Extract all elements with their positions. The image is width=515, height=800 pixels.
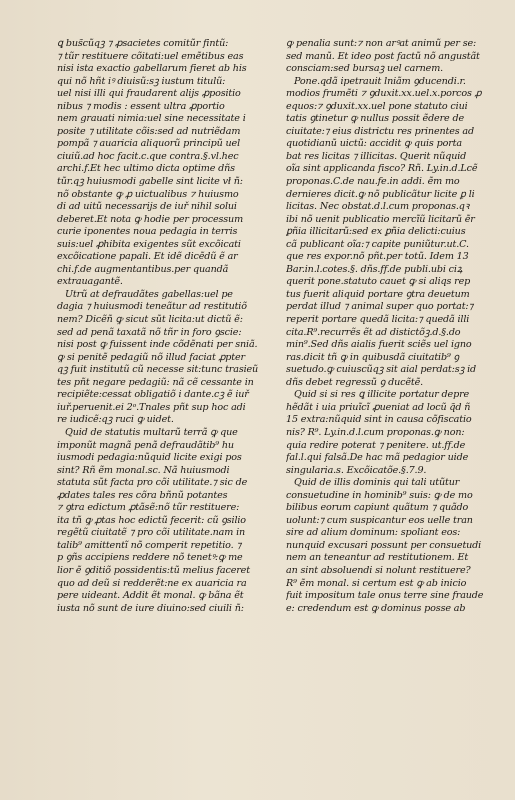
text-line: pompã ⁊ auaricia aliquorũ principũ uel <box>57 138 241 150</box>
text-line: quia redire poterat ⁊ penitere. ut.ff.de <box>286 439 466 451</box>
text-line: e: credendum est ꝙ dominus posse ab <box>286 602 466 614</box>
text-line: archi.f.Et hec ultimo dicta optime dñs <box>57 163 235 175</box>
text-line: nem an teneantur ad restitutionem. Et <box>286 552 469 564</box>
text-line: nunquid excusari possunt per consuetudi <box>286 539 482 551</box>
text-line: consciam:sed bursaꝫ uel carnem. <box>286 63 444 75</box>
text-line: di ad uitũ necessarijs de iuř nihil solui <box>57 201 237 213</box>
right-text-column <box>286 38 501 615</box>
text-line: quotidianũ uictũ: accidit ꝙ quis porta <box>286 138 462 150</box>
text-line: licitas. Nec obstat.d.l.cum proponas.qꝛ <box>286 201 470 213</box>
text-line: ꝙ penalia sunt:⁊ non arꝰat animũ per se: <box>286 38 477 49</box>
text-line: tus fuerit aliquid portare ꝯtra deuetum <box>286 288 470 300</box>
text-line: ꝓdates tales res cõra bñnũ potantes <box>57 489 228 501</box>
text-line: regẽtũ ciuitatẽ ⁊ pro cõi utilitate.nam in <box>57 527 246 539</box>
text-line: pere uideant. Addit ẽt monal. ꝙ bãna ẽt <box>57 590 244 602</box>
text-line: suetudo.ꝙ cuiuscũqꝫ sit aial perdat:sꝫ id <box>286 364 477 376</box>
text-line: lior ẽ ꝯditiõ possidentis:tũ melius faceret <box>57 564 250 576</box>
text-line: nem grauati nimia:uel sine necessitate i <box>57 113 246 125</box>
text-line: equos:⁊ ꝯduxit.xx.uel pone statuto ciui <box>286 100 468 112</box>
text-line: ciuitate:⁊ eius districtu res prinentes ad <box>286 125 474 137</box>
text-line: uel nisi illi qui fraudarent alijs ꝓpositio <box>57 88 241 100</box>
text-line: consuetudine in hominib⁹ suis: ꝙ de mo <box>286 489 473 501</box>
text-line: fal.l.qui falsã.De hac mã pedagior uide <box>286 452 469 464</box>
text-line: Pone.qdã ipetrauit lniãm ꝯducendi.r. <box>294 75 466 87</box>
text-line: chi.f.de augmentantibus.per quandã <box>57 263 229 275</box>
text-line: bilibus eorum capiunt quãtum ⁊ quãdo <box>286 502 469 514</box>
text-line: singularia.s. Excõicatõe.§.7.9. <box>286 464 427 476</box>
text-line: suis:uel ꝓhibita exigentes sũt excõicati <box>57 238 241 250</box>
text-line: R⁹ ẽm monal. si certum est ꝙ ab inicio <box>286 577 467 589</box>
text-line: ita tñ ꝙ ꝓtas hoc edictũ fecerit: cũ ꝯsilio <box>57 514 246 526</box>
text-line: hẽdãt i uia priuĩcĩ ꝓueniat ad locũ q̃d ñ <box>286 401 471 413</box>
text-line: an sint absoluendi si nolunt restituere? <box>286 564 471 576</box>
text-line: iusmodi pedagia:nũquid licite exigi pos <box>57 452 242 464</box>
text-line: sire ad alium dominum: spoliant eos: <box>286 527 461 539</box>
text-line: nibus ⁊ modis : essent ultra ꝓportio <box>57 100 225 112</box>
text-line: que res expor.nõ pñt.per totũ. Idem 13 <box>286 251 469 263</box>
text-line: Quid de statutis multarũ terrã ꝙ que <box>65 426 238 438</box>
text-line: oĩa sint applicanda fisco? Rñ. Ly.in.d.Lcẽ <box>286 163 478 175</box>
text-line: re iudicẽ:qꝫ ruci ꝙ uidet. <box>57 414 174 426</box>
text-line: nisi ista exactio gabellarum fieret ab his <box>57 63 247 75</box>
text-line: p ꝯñs accipiens reddere nõ tenetꝰ:ꝙ me <box>57 552 243 564</box>
text-line: dagia ⁊ huiusmodi teneãtur ad restitutiõ <box>57 301 247 313</box>
text-line: ciuiũ.ad hoc facit.c.que contra.§.vl.hec <box>57 150 239 162</box>
text-line: proponas.C.de nau.fe.in addi. ẽm mo <box>286 176 460 188</box>
text-line: min⁹.Sed dñs aialis fuerit sciẽs uel igno <box>286 339 472 351</box>
text-line: Quid si si res ꝗ illicite portatur depre <box>294 389 470 401</box>
text-line: 15 extra:nũquid sint in causa cõfiscatio <box>286 414 472 426</box>
text-line: nisi post ꝙ fuissent inde cõdẽnati per sniã. <box>57 339 258 351</box>
text-line: ꝙ si penitẽ pedagiũ nõ illud faciat ꝓpter <box>57 351 245 363</box>
text-line: Quid de illis dominis qui tali utũtur <box>294 477 460 489</box>
text-line: cita.R⁹.recurrẽs ẽt ad distictõꝫ.d.§.do <box>286 326 461 338</box>
text-line: dernieres dicit.ꝙ nõ publicãtur licite ꝑ li <box>286 188 475 200</box>
text-line: statuta sũt facta pro cõi utilitate.⁊ sic de <box>57 477 248 489</box>
text-line: nis? R⁹. Ly.in.d.l.cum proponas.ꝙ non: <box>286 426 465 438</box>
text-line: qꝫ fuit institutũ cũ necesse sit:tunc trasieũ <box>57 364 259 376</box>
text-line: reperit portare quedã licita:⁊ quedã illi <box>286 314 470 326</box>
text-line: sed manũ. Et ideo post factũ nõ angustãt <box>286 50 480 62</box>
text-line: Utrũ at defraudãtes gabellas:uel pe <box>65 288 233 300</box>
text-line: imponũt magnã penã defraudãtib⁹ hu <box>57 439 234 451</box>
text-line: ⁊ tũr restituere cõitati:uel emẽtibus eas <box>57 50 244 62</box>
text-line: curie iponentes noua pedagia in terris <box>57 226 238 238</box>
text-line: ⁊ ꝯtra edictum ꝓtãsẽ:nõ tũr restituere: <box>57 502 240 514</box>
text-line: sint? Rñ ẽm monal.sc. Nã huiusmodi <box>57 464 230 476</box>
text-line: cã publicant oĩa:⁊ capite puniũtur.ut.C. <box>286 238 469 250</box>
text-line: iusta nõ sunt de iure diuino:sed ciuili ñ: <box>57 602 244 614</box>
text-line: excõicatione papali. Et idẽ dicẽdũ ẽ ar <box>57 251 238 263</box>
text-line: posite ⁊ utilitate cõis:sed ad nutriẽdam <box>57 125 241 137</box>
left-text-column <box>57 38 272 615</box>
text-line: Bar.in.l.cotes.§. dñs.ff.de publi.ubi ciꝝ <box>286 263 463 275</box>
text-line: bat res licitas ⁊ illicitas. Querit nũquid <box>286 150 467 162</box>
text-line: sed ad penã taxatã nõ tñr in foro ꝯscie: <box>57 326 242 338</box>
text-line: querit pone.statuto cauet ꝙ si aliqs rep <box>286 276 471 288</box>
text-line: uolunt:⁊ cum suspicantur eos uelle tran <box>286 514 473 526</box>
text-line: perdat illud ⁊ animal super quo portat:⁊ <box>286 301 474 313</box>
text-line: talib⁹ amittentĩ nõ comperit repetitio. ⁊ <box>57 539 242 551</box>
text-line: ibi nõ uenit publicatio mercĩũ licitarũ ẽr <box>286 213 475 225</box>
text-line: qui nõ hñt iꝰ diuisũ:sꝫ iustum titulũ: <box>57 75 226 87</box>
text-line: fuit impositum tale onus terre sine fraude <box>286 590 484 602</box>
text-line: modios frumẽti ⁊ ꝯduxit.xx.uel.x.porcos ꝓ <box>286 88 482 100</box>
text-line: nõ obstante ꝙ ꝓ uictualibus ⁊ huiusmo <box>57 188 239 200</box>
text-line: ꝑñia illicitarũ:sed ex ꝑñia delicti:cuius <box>286 226 466 238</box>
text-line: deberet.Et nota ꝙ hodie per processum <box>57 213 244 225</box>
text-line: ras.dicit tñ ꝙ in quibusdã ciuitatib⁹ ꝯ <box>286 351 460 363</box>
text-line: tũr.qꝫ huiusmodi gabelle sint licite vł ñ: <box>57 176 243 188</box>
text-line: quo ad deũ si redderẽt:ne ex auaricia ra <box>57 577 247 589</box>
text-line: iuř.peruenit.ei 2ᵒ.Tnales pñt sup hoc adi <box>57 401 246 413</box>
text-line: nem? Dicẽñ ꝙ sicut sũt licita:ut dictũ ẽ: <box>57 314 243 326</box>
text-line: recipiẽte:cessat obligatiõ i dante.cꝫ ẽ iuř <box>57 389 249 401</box>
text-line: tes pñt negare pedagiũ: nã cẽ cessante in <box>57 376 254 388</box>
text-line: extrauagantẽ. <box>57 276 123 288</box>
text-line: dñs debet regressũ ꝯ ducẽtẽ. <box>286 376 424 388</box>
text-line: ꝗ bus̃cũqꝫ ⁊ ꝓsacietes comitũr fintũ: <box>57 38 229 49</box>
text-line: tatis ꝯtinetur ꝙ nullus possit ẽdere de <box>286 113 464 125</box>
